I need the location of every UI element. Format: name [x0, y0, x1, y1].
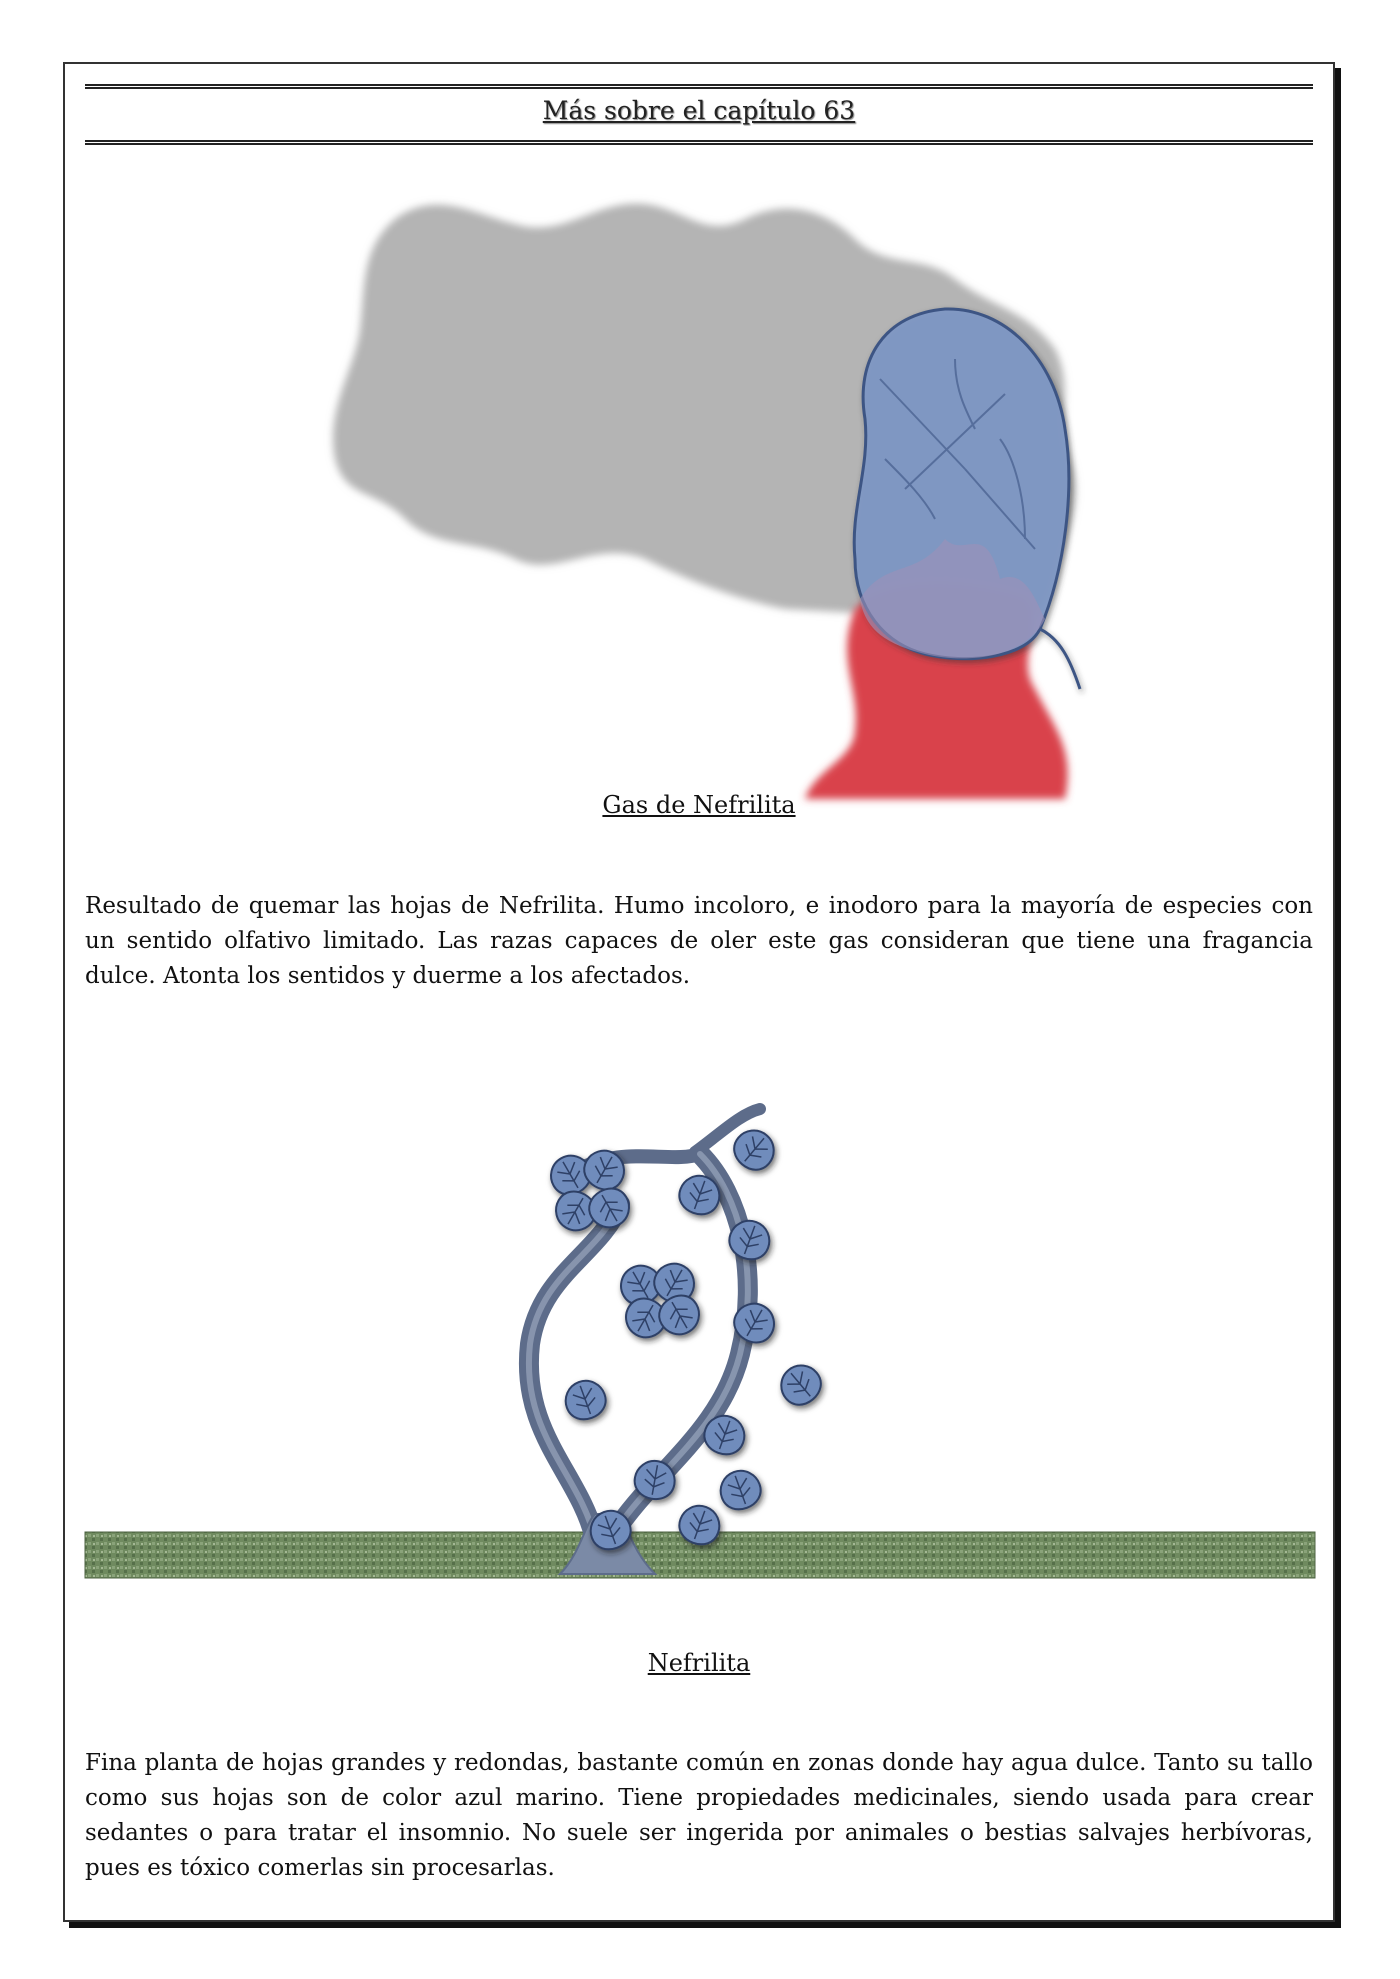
plant-leaves — [544, 1122, 828, 1554]
page-title: Más sobre el capítulo 63 — [542, 96, 856, 125]
page-frame — [63, 62, 1335, 1922]
header-rule-top — [85, 84, 1313, 89]
header-rule-bottom — [85, 140, 1313, 145]
nefrilita-gas-illustration — [265, 159, 1185, 819]
nefrilita-plant-illustration — [80, 1054, 1320, 1594]
plant-description: Fina planta de hojas grandes y redondas, bastante común en zonas donde hay agua dulce. Tanto su tallo como sus hojas son de color azul marino. Tiene propiedades medicinales, siendo usada para crear sedantes o para tratar el insomnio. No suele ser ingerida por animales o bestias salvajes herbívoras, pues es tóxico comerlas sin procesarlas. — [85, 1750, 1313, 1881]
gas-description: Resultado de quemar las hojas de Nefrilita. Humo incoloro, e inodoro para la mayoría de especies con un sentido olfativo limitado. Las razas capaces de oler este gas consideran que tiene una fragancia dulce. Atonta los sentidos y duerme a los afectados. — [85, 893, 1313, 989]
gas-caption: Gas de Nefrilita — [602, 791, 796, 819]
plant-caption: Nefrilita — [647, 1649, 751, 1677]
